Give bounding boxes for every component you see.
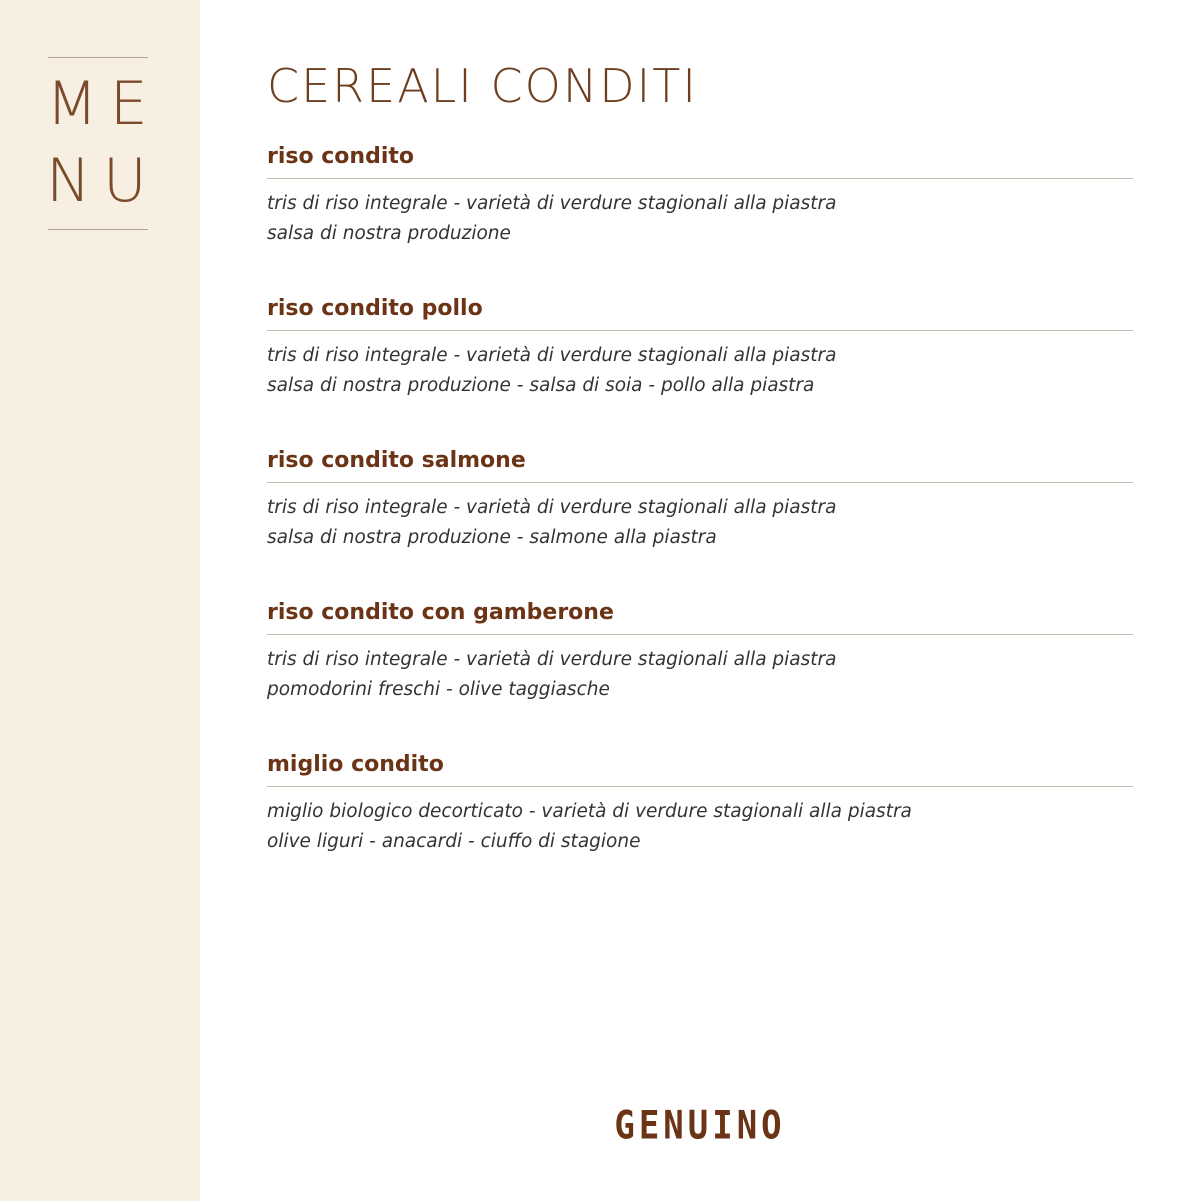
menu-item-riso-condito (267, 142, 1133, 249)
menu-label-line-2: NU (46, 146, 159, 216)
menu-item-description (267, 493, 1133, 553)
menu-item-name: riso condito salmone (267, 448, 526, 473)
section-title: CEREALI CONDITI (267, 59, 698, 113)
menu-item-description (267, 645, 1133, 705)
description-line-1: tris di riso integrale - varietà di verdure stagionali alla piastra (267, 193, 837, 214)
menu-rule-top (48, 57, 148, 58)
description-line-1: miglio biologico decorticato - varietà di verdure stagionali alla piastra (267, 801, 912, 822)
menu-item-description (267, 189, 1133, 249)
menu-item-divider (267, 330, 1133, 331)
menu-item-miglio-condito (267, 750, 1133, 857)
description-line-1: tris di riso integrale - varietà di verdure stagionali alla piastra (267, 649, 837, 670)
menu-label-line-1: ME (46, 69, 160, 139)
menu-item-name: miglio condito (267, 752, 444, 777)
menu-item-divider (267, 178, 1133, 179)
menu-item-divider (267, 786, 1133, 787)
menu-sidebar (0, 0, 200, 1201)
description-line-2: salsa di nostra produzione - salmone alla piastra (267, 527, 717, 548)
menu-item-divider (267, 634, 1133, 635)
menu-item-name: riso condito con gamberone (267, 600, 614, 625)
description-line-1: tris di riso integrale - varietà di verdure stagionali alla piastra (267, 345, 837, 366)
menu-item-divider (267, 482, 1133, 483)
menu-item-description (267, 341, 1133, 401)
description-line-2: salsa di nostra produzione - salsa di soia - pollo alla piastra (267, 375, 815, 396)
menu-item-name: riso condito pollo (267, 296, 483, 321)
menu-item-name: riso condito (267, 144, 414, 169)
description-line-1: tris di riso integrale - varietà di verdure stagionali alla piastra (267, 497, 837, 518)
menu-rule-bottom (48, 229, 148, 230)
description-line-2: olive liguri - anacardi - ciuffo di stagione (267, 831, 641, 852)
description-line-2: pomodorini freschi - olive taggiasche (267, 679, 610, 700)
menu-item-riso-condito-con-gamberone (267, 598, 1133, 705)
brand-logo: GENUINO (614, 1103, 786, 1149)
menu-item-riso-condito-salmone (267, 446, 1133, 553)
menu-item-riso-condito-pollo (267, 294, 1133, 401)
menu-item-description (267, 797, 1133, 857)
description-line-2: salsa di nostra produzione (267, 223, 511, 244)
